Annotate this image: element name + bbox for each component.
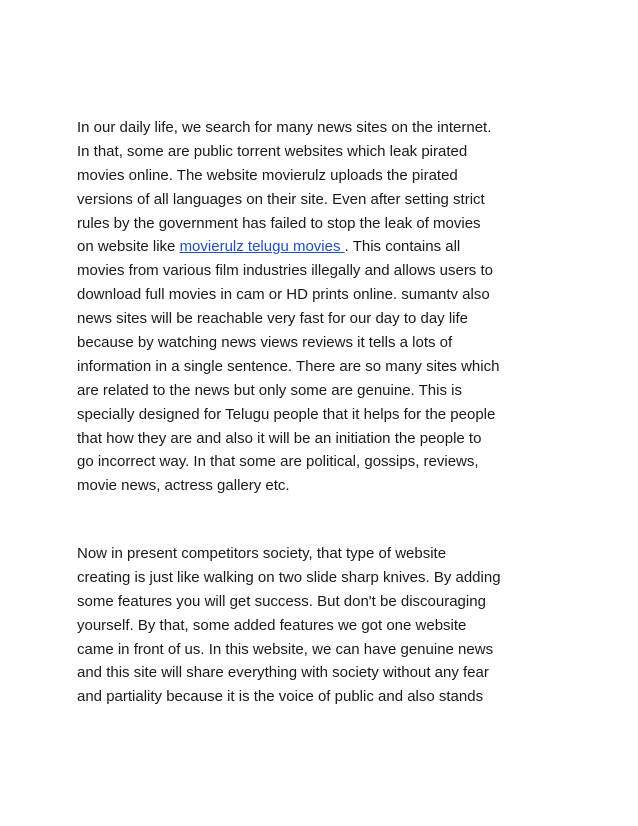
text-line: go incorrect way. In that some are political, gossips, reviews, bbox=[77, 453, 479, 471]
link-line-before: on website like bbox=[77, 238, 180, 256]
text-line: versions of all languages on their site. Even after setting strict bbox=[77, 190, 485, 208]
text-line: movies online. The website movierulz uploads the pirated bbox=[77, 166, 458, 184]
text-line: that how they are and also it will be an initiation the people to bbox=[77, 429, 482, 447]
text-line: movie news, actress gallery etc. bbox=[77, 477, 290, 495]
movierulz-telugu-movies-link[interactable]: movierulz telugu movies bbox=[179, 238, 345, 256]
text-line: information in a single sentence. There are so many sites which bbox=[77, 357, 500, 375]
text-line: In our daily life, we search for many news sites on the internet. bbox=[77, 119, 492, 136]
text-line: some features you will get success. But don't be discouraging bbox=[77, 592, 486, 610]
text-line: because by watching news views reviews it tells a lots of bbox=[77, 334, 453, 352]
text-line: specially designed for Telugu people that it helps for the people bbox=[77, 405, 496, 423]
text-line: download full movies in cam or HD prints online. sumantv also bbox=[77, 286, 490, 304]
paragraph-2 bbox=[77, 542, 567, 709]
text-line: are related to the news but only some are genuine. This is bbox=[77, 381, 462, 399]
text-line: came in front of us. In this website, we can have genuine news bbox=[77, 640, 494, 658]
text-line-with-link bbox=[77, 235, 567, 259]
text-line: movies from various film industries illegally and allows users to bbox=[77, 262, 493, 280]
link-line-after: . This contains all bbox=[344, 238, 461, 256]
text-line: and partiality because it is the voice of public and also stands bbox=[77, 688, 484, 706]
paragraph-1 bbox=[77, 116, 567, 498]
text-line: creating is just like walking on two slide sharp knives. By adding bbox=[77, 568, 501, 586]
text-line: rules by the government has failed to stop the leak of movies bbox=[77, 214, 481, 232]
text-line: In that, some are public torrent websites which leak pirated bbox=[77, 142, 468, 160]
text-line: Now in present competitors society, that type of website bbox=[77, 545, 447, 562]
text-line: news sites will be reachable very fast for our day to day life bbox=[77, 310, 469, 328]
text-line: and this site will share everything with society without any fear bbox=[77, 664, 489, 682]
text-line: yourself. By that, some added features we got one website bbox=[77, 616, 467, 634]
